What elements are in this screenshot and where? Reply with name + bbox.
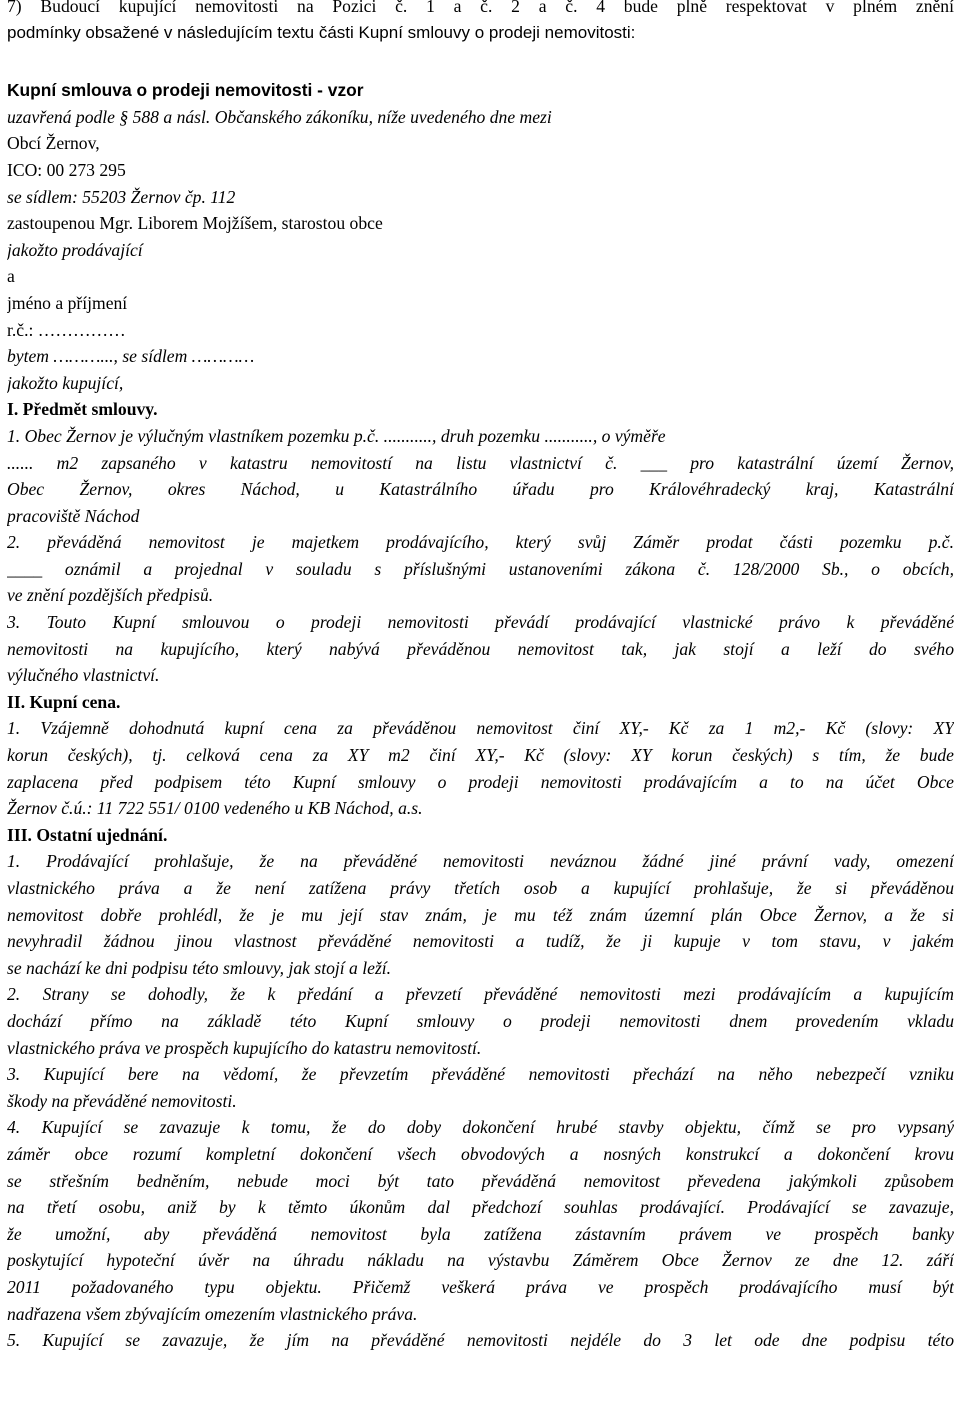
section-3-line: 2. Strany se dohodly, že k předání a převzetí převáděné nemovitosti mezi prodávajícím a kupujícím bbox=[7, 984, 954, 1005]
section-3-line: na třetí osobu, aniž by k těmto úkonům dal předchozí souhlas prodávající. Prodávající se zavazuje, bbox=[7, 1197, 954, 1218]
section-heading-2: II. Kupní cena. bbox=[7, 691, 121, 712]
contract-party-line: jakožto kupující, bbox=[7, 372, 124, 393]
contract-party-line: uzavřená podle § 588 a násl. Občanského zákoníku, níže uvedeného dne mezi bbox=[7, 106, 552, 127]
section-1-line: výlučného vlastnictví. bbox=[7, 665, 160, 686]
section-3-line: 2011 požadovaného typu objektu. Přičemž veškerá práva ve prospěch prodávajícího musí být bbox=[7, 1276, 954, 1297]
section-2-line: korun českých), tj. celková cena za XY m2 činí XY,- Kč (slovy: XY korun českých) s tím, že bude bbox=[7, 745, 954, 766]
contract-party-line: ICO: 00 273 295 bbox=[7, 159, 126, 180]
contract-title: Kupní smlouva o prodeji nemovitosti - vzor bbox=[7, 80, 364, 101]
section-3-line: že umožní, aby převáděná nemovitost byla zatížena zástavním právem ve prospěch banky bbox=[7, 1223, 954, 1244]
section-3-line: 4. Kupující se zavazuje k tomu, že do doby dokončení hrubé stavby objektu, čímž se pro vypsaný bbox=[7, 1117, 954, 1138]
section-3-line: 3. Kupující bere na vědomí, že převzetím převáděné nemovitosti přechází na něho nebezpečí vzniku bbox=[7, 1064, 954, 1085]
section-3-line: se střešním bedněním, nebude moci být tato převáděná nemovitost převedena jakýmkoli způsobem bbox=[7, 1170, 954, 1191]
section-3-line: nevyhradil žádnou jinou vlastnost převáděné nemovitosti a tudíž, že ji kupuje v tom stavu, v jakém bbox=[7, 931, 954, 952]
section-3-line: nemovitost dobře prohlédl, že je mu její stav znám, je mu též znám územní plán Obce Žernov, a že si bbox=[7, 904, 954, 925]
section-3-line: vlastnického práva ve prospěch kupujícího do katastru nemovitostí. bbox=[7, 1037, 482, 1058]
section-3-line: nadřazena všem zbývajícím omezením vlastnického práva. bbox=[7, 1303, 418, 1324]
section-1-line: ve znění pozdějších předpisů. bbox=[7, 585, 214, 606]
contract-party-line: a bbox=[7, 266, 15, 287]
contract-party-line: r.č.: …………… bbox=[7, 319, 126, 340]
section-3-line: se nachází ke dni podpisu této smlouvy, jak stojí a leží. bbox=[7, 957, 392, 978]
section-3-line: záměr obce rozumí kompletní dokončení všech obvodových a nosných konstrukcí a dokončení krovu bbox=[7, 1143, 954, 1164]
section-1-line: Obec Žernov, okres Náchod, u Katastrálního úřadu pro Královéhradecký kraj, Katastrální bbox=[7, 479, 954, 500]
section-3-line: škody na převáděné nemovitosti. bbox=[7, 1090, 237, 1111]
section-3-line: 1. Prodávající prohlašuje, že na převáděné nemovitosti neváznou žádné jiné právní vady, omezení bbox=[7, 851, 954, 872]
section-1-line: 2. převáděná nemovitost je majetkem prodávajícího, který svůj Záměr prodat části pozemku p.č. bbox=[7, 532, 954, 553]
contract-party-line: bytem ………..., se sídlem ………… bbox=[7, 346, 255, 367]
section-3-line: poskytující hypoteční úvěr na úhradu nákladu na výstavbu Záměrem Obce Žernov ze dne 12. září bbox=[7, 1250, 954, 1271]
intro-line-2: podmínky obsažené v následujícím textu části Kupní smlouvy o prodeji nemovitosti: bbox=[7, 22, 636, 42]
section-3-line: dochází přímo na základě této Kupní smlouvy o prodeji nemovitosti dnem provedením vkladu bbox=[7, 1010, 954, 1031]
intro-line-1: 7) Budoucí kupující nemovitosti na Pozici č. 1 a č. 2 a č. 4 bude plně respektovat v plném znění bbox=[7, 0, 954, 16]
section-2-line: 1. Vzájemně dohodnutá kupní cena za převáděnou nemovitost činí XY,- Kč za 1 m2,- Kč (slovy: XY bbox=[7, 718, 954, 739]
section-1-line: 3. Touto Kupní smlouvou o prodeji nemovitosti převádí prodávající vlastnické právo k převáděné bbox=[7, 612, 954, 633]
contract-party-line: Obcí Žernov, bbox=[7, 133, 100, 154]
contract-party-line: jakožto prodávající bbox=[7, 239, 143, 260]
contract-party-line: jméno a příjmení bbox=[7, 292, 128, 313]
contract-party-line: zastoupenou Mgr. Liborem Mojžíšem, starostou obce bbox=[7, 213, 383, 234]
section-2-line: zaplacena před podpisem této Kupní smlouvy o prodeji nemovitosti prodávajícím a to na účet Obce bbox=[7, 771, 954, 792]
section-1-line: nemovitosti na kupujícího, který nabývá převáděnou nemovitost tak, jak stojí a leží do svého bbox=[7, 638, 954, 659]
section-1-line: 1. Obec Žernov je výlučným vlastníkem pozemku p.č. ..........., druh pozemku ..........., o výměře bbox=[7, 425, 666, 446]
section-3-line: vlastnického práva a že není zatížena právy třetích osob a kupující prohlašuje, že si převáděnou bbox=[7, 878, 954, 898]
section-3-line: 5. Kupující se zavazuje, že jím na převáděné nemovitosti nejdéle do 3 let ode dne podpisu této bbox=[7, 1330, 954, 1351]
section-1-line: ____ oznámil a projednal v souladu s příslušnými ustanoveními zákona č. 128/2000 Sb., o obcích, bbox=[7, 558, 954, 579]
section-2-line: Žernov č.ú.: 11 722 551/ 0100 vedeného u KB Náchod, a.s. bbox=[7, 798, 423, 819]
contract-party-line: se sídlem: 55203 Žernov čp. 112 bbox=[7, 186, 236, 207]
section-1-line: ...... m2 zapsaného v katastru nemovitostí na listu vlastnictví č. ___ pro katastrální území Žernov, bbox=[7, 452, 954, 473]
section-1-line: pracoviště Náchod bbox=[7, 505, 140, 526]
section-heading-1: I. Předmět smlouvy. bbox=[7, 399, 158, 420]
section-heading-3: III. Ostatní ujednání. bbox=[7, 824, 168, 845]
